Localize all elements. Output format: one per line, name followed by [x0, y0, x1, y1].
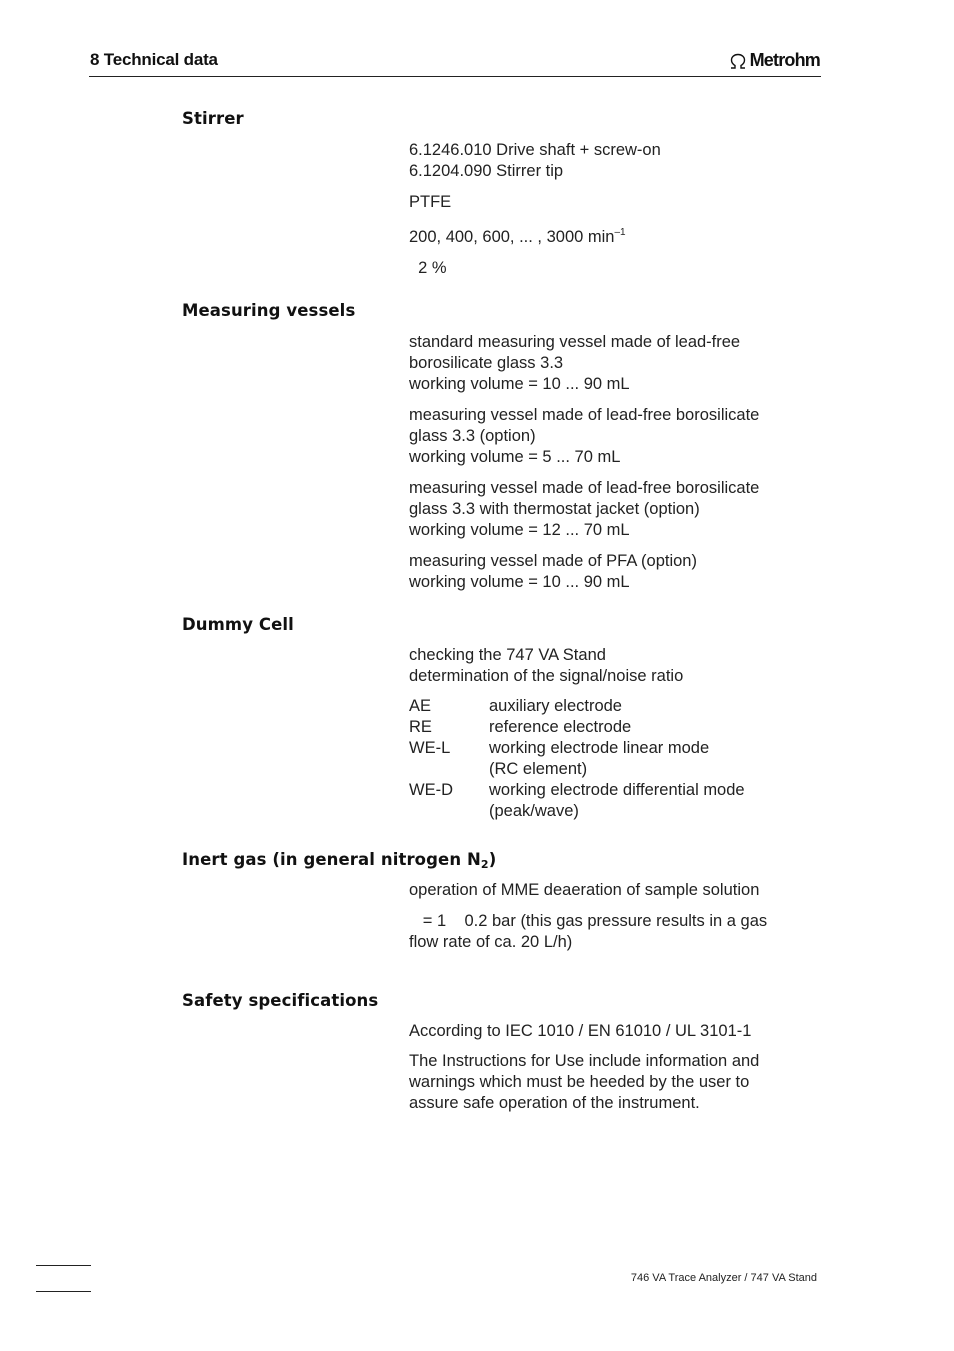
page-header-title: 8 Technical data — [90, 50, 218, 69]
inert-gas-heading-subscript: 2 — [480, 858, 489, 871]
safety-note-line-3: assure safe operation of the instrument. — [409, 1094, 700, 1112]
stirrer-speeds — [409, 222, 809, 248]
inert-gas-heading-close: ) — [488, 850, 497, 869]
stirrer-drive-shaft: 6.1246.010 Drive shaft + screw-on — [409, 141, 661, 159]
vessel-3-line-3: working volume = 12 ... 70 mL — [409, 521, 630, 539]
inert-gas-operation: operation of MME deaeration of sample solution — [409, 881, 760, 899]
inert-gas-pressure: = 1 0.2 bar (this gas pressure results in a gas — [409, 912, 768, 930]
safety-content — [409, 1021, 809, 1114]
stirrer-tolerance: 2 % — [409, 259, 447, 277]
footer-product-name: 746 VA Trace Analyzer / 747 VA Stand — [630, 1272, 817, 1284]
safety-standards: According to IEC 1010 / EN 61010 / UL 3101-1 — [409, 1022, 752, 1040]
connection-key: AE — [409, 697, 432, 715]
connection-key: WE-D — [409, 781, 453, 799]
vessel-3-line-2: glass 3.3 with thermostat jacket (option) — [409, 500, 700, 518]
stirrer-tip: 6.1204.090 Stirrer tip — [409, 162, 564, 180]
connection-value: working electrode linear mode — [489, 739, 710, 757]
section-heading-inert-gas — [182, 850, 496, 871]
safety-note-line-2: warnings which must be heeded by the user to — [409, 1073, 750, 1091]
connection-key: WE-L — [409, 739, 451, 757]
vessel-2-line-2: glass 3.3 (option) — [409, 427, 536, 445]
inert-gas-content — [409, 880, 809, 953]
stirrer-material: PTFE — [409, 193, 452, 211]
brand-logo — [728, 50, 820, 71]
stirrer-speeds-exponent: –1 — [614, 227, 626, 238]
section-heading-vessels: Measuring vessels — [182, 301, 356, 320]
connection-value: (peak/wave) — [489, 802, 579, 820]
vessel-2-line-3: working volume = 5 ... 70 mL — [409, 448, 621, 466]
connection-value: (RC element) — [489, 760, 588, 778]
vessel-2-line-1: measuring vessel made of lead-free borosilicate — [409, 406, 760, 424]
connection-value: working electrode differential mode — [489, 781, 745, 799]
vessel-3-line-1: measuring vessel made of lead-free borosilicate — [409, 479, 760, 497]
safety-note-line-1: The Instructions for Use include information and — [409, 1052, 760, 1070]
inert-gas-flow-rate: flow rate of ca. 20 L/h) — [409, 933, 573, 951]
brand-name: Metrohm — [749, 50, 820, 70]
dummy-cell-connections — [409, 696, 809, 822]
vessels-content — [409, 332, 809, 593]
dummy-cell-content — [409, 645, 809, 822]
header-divider — [89, 76, 821, 77]
dummy-cell-purpose-2: determination of the signal/noise ratio — [409, 667, 684, 685]
vessel-1-line-3: working volume = 10 ... 90 mL — [409, 375, 630, 393]
vessel-4-line-2: working volume = 10 ... 90 mL — [409, 573, 630, 591]
section-heading-safety: Safety specifications — [182, 991, 379, 1010]
connection-key: RE — [409, 718, 432, 736]
connection-key — [409, 801, 489, 822]
section-heading-stirrer: Stirrer — [182, 109, 244, 128]
vessel-1-line-2: borosilicate glass 3.3 — [409, 354, 564, 372]
dummy-cell-purpose-1: checking the 747 VA Stand — [409, 646, 606, 664]
stirrer-content — [409, 140, 809, 279]
vessel-4-line-1: measuring vessel made of PFA (option) — [409, 552, 697, 570]
connection-key — [409, 759, 489, 780]
footer-rule-bottom — [36, 1291, 91, 1292]
connection-value: reference electrode — [489, 718, 632, 736]
connection-value: auxiliary electrode — [489, 697, 622, 715]
section-heading-dummy-cell: Dummy Cell — [182, 615, 294, 634]
inert-gas-heading-text: Inert gas (in general nitrogen N — [182, 850, 481, 869]
vessel-1-line-1: standard measuring vessel made of lead-free — [409, 333, 741, 351]
footer-rule-top — [36, 1265, 91, 1266]
omega-icon — [728, 53, 748, 69]
stirrer-speeds-text: 200, 400, 600, ... , 3000 min — [409, 228, 615, 246]
